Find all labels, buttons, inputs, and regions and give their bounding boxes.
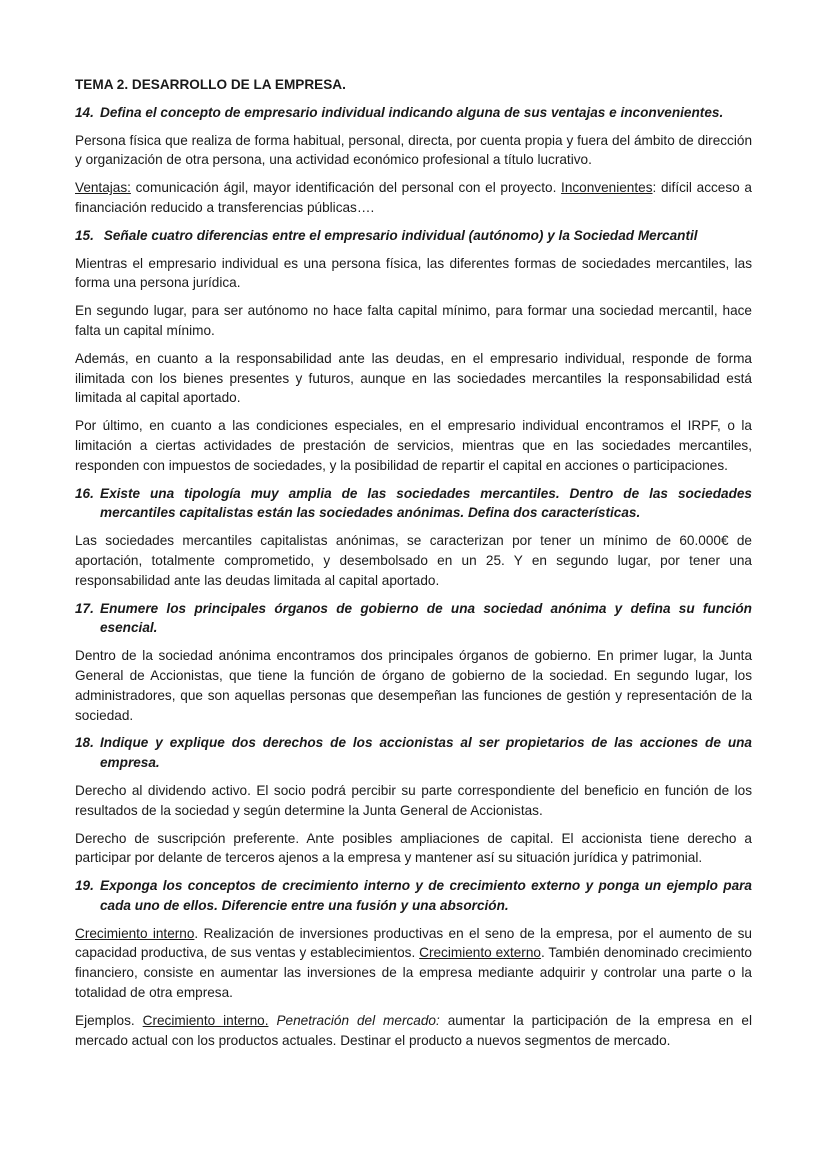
answer-paragraph: [75, 178, 752, 218]
question-14: [75, 103, 752, 123]
inconvenientes-text: : difícil acceso a financiación reducido a transferencias públicas….: [75, 180, 752, 215]
inconvenientes-label: Inconvenientes: [561, 180, 653, 196]
answer-paragraph: Persona física que realiza de forma habitual, personal, directa, por cuenta propia y fuera del ámbito de dirección y organización de otra persona, una actividad económico profesional a título lucrativo.: [75, 132, 752, 168]
question-number: 17.: [75, 600, 94, 616]
question-text: Enumere los principales órganos de gobierno de una sociedad anónima y defina su función esencial.: [100, 600, 752, 636]
ejemplo-text: aumentar la participación de la empresa en el mercado actual con los productos actuales. Destinar el producto a nuevos segmentos de mercado.: [75, 1012, 753, 1048]
question-18: [75, 733, 752, 773]
section-title: TEMA 2. DESARROLLO DE LA EMPRESA.: [75, 77, 346, 92]
document-page: [75, 75, 752, 1058]
question-16: [75, 484, 752, 524]
question-text: Señale cuatro diferencias entre el empresario individual (autónomo) y la Sociedad Mercantil: [100, 227, 698, 243]
question-19: [75, 876, 752, 916]
ejemplo-italic: Penetración del mercado:: [276, 1012, 440, 1028]
ejemplos-prefix: Ejemplos.: [75, 1012, 143, 1028]
ventajas-label: Ventajas:: [75, 180, 131, 196]
answer-paragraph: [75, 924, 752, 1003]
question-number: 18.: [75, 735, 94, 751]
answer-paragraph: [75, 1011, 752, 1051]
crecimiento-interno-text: . Realización de inversiones productivas en el seno de la empresa, por el aumento de su capacidad productiva, de sus ventas y establecimientos.: [75, 925, 752, 961]
question-number: 15.: [75, 227, 94, 243]
question-number: 14.: [75, 104, 94, 120]
crecimiento-externo-text: . También denominado crecimiento financiero, consiste en aumentar las inversiones de la empresa mediante adquirir y controlar una parte o la totalidad de otra empresa.: [75, 945, 752, 1001]
ejemplo-label: Crecimiento interno.: [142, 1012, 269, 1028]
answer-paragraph: Dentro de la sociedad anónima encontramos dos principales órganos de gobierno. En primer lugar, la Junta General de Accionistas, que tiene la función de órgano de gobierno de la sociedad. En segundo lugar, los administradores, que son aquellas personas que desempeñan las funciones de gestión y representación de la sociedad.: [75, 648, 752, 723]
answer-paragraph: Derecho de suscripción preferente. Ante posibles ampliaciones de capital. El accionista tiene derecho a participar por delante de terceros ajenos a la empresa y mantener así su situación jurídica y patrimonial.: [75, 830, 752, 866]
answer-paragraph: Por último, en cuanto a las condiciones especiales, en el empresario individual encontramos el IRPF, o la limitación a ciertas actividades de prestación de servicios, mientras que en las sociedades mercantiles, responden con impuestos de sociedades, y la posibilidad de repartir el capital en acciones o participaciones.: [75, 418, 752, 473]
question-number: 19.: [75, 878, 94, 894]
question-text: Defina el concepto de empresario individual indicando alguna de sus ventajas e inconvenientes.: [100, 104, 724, 120]
answer-paragraph: Derecho al dividendo activo. El socio podrá percibir su parte correspondiente del beneficio en función de los resultados de la sociedad y según determine la Junta General de Accionistas.: [75, 782, 752, 818]
crecimiento-interno-label: Crecimiento interno: [75, 925, 195, 941]
crecimiento-externo-label: Crecimiento externo: [419, 945, 541, 961]
question-17: [75, 599, 752, 639]
question-15: [75, 226, 752, 246]
question-text: Exponga los conceptos de crecimiento interno y de crecimiento externo y ponga un ejemplo para cada uno de ellos. Diferencie entre una fusión y una absorción.: [100, 878, 752, 913]
answer-paragraph: Mientras el empresario individual es una persona física, las diferentes formas de sociedades mercantiles, las forma una persona jurídica.: [75, 255, 752, 291]
answer-paragraph: Además, en cuanto a la responsabilidad ante las deudas, en el empresario individual, responde de forma ilimitada con los bienes presentes y futuros, aunque en las sociedades mercantiles la responsabilidad está limitada al capital aportado.: [75, 350, 752, 406]
ventajas-text: comunicación ágil, mayor identificación del personal con el proyecto.: [130, 180, 562, 196]
question-number: 16.: [75, 485, 94, 501]
answer-paragraph: Las sociedades mercantiles capitalistas anónimas, se caracterizan por tener un mínimo de 60.000€ de aportación, totalmente comprometido, y desembolsado en un 25. Y en segundo lugar, por tener una responsabilidad ante las deudas limitada al capital aportado.: [75, 533, 752, 588]
answer-paragraph: En segundo lugar, para ser autónomo no hace falta capital mínimo, para formar una sociedad mercantil, hace falta un capital mínimo.: [75, 303, 752, 338]
question-text: Indique y explique dos derechos de los accionistas al ser propietarios de las acciones de una empresa.: [100, 735, 752, 771]
question-text: Existe una tipología muy amplia de las sociedades mercantiles. Dentro de las sociedades mercantiles capitalistas están las sociedades anónimas. Defina dos características.: [100, 485, 752, 521]
